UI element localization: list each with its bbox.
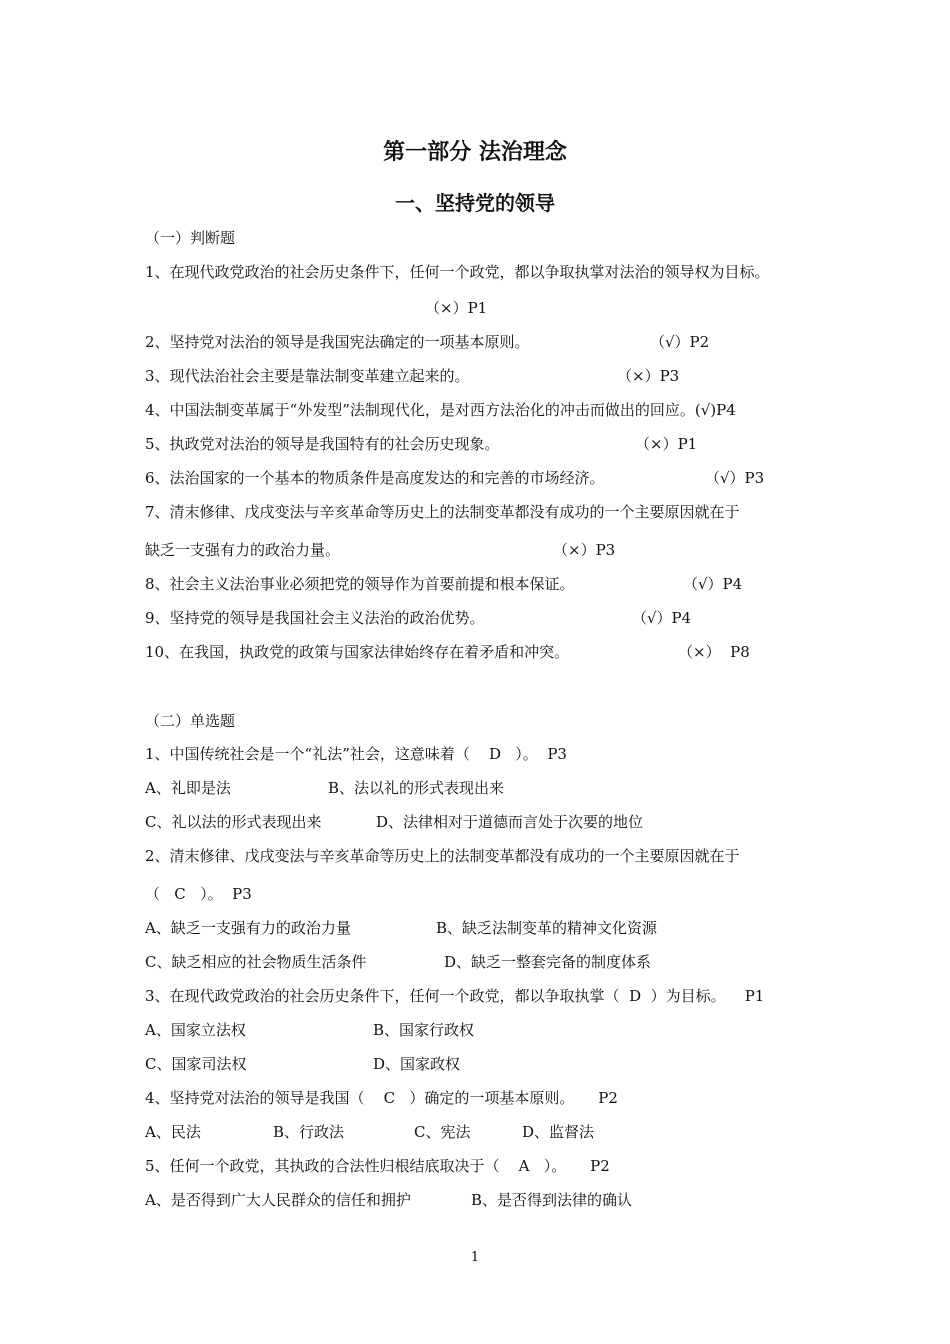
single-4-option-b: B、行政法 [273,1123,345,1141]
single-4-option-d: D、监督法 [522,1123,595,1141]
single-question-3: 3、在现代政党政治的社会历史条件下，任何一个政党，都以争取执掌（ D ）为目标。 P1 [145,987,765,1005]
single-1-option-b: B、法以礼的形式表现出来 [328,779,505,797]
single-question-5: 5、任何一个政党，其执政的合法性归根结底取决于（ A ）。 P2 [145,1157,610,1175]
single-4-option-a: A、民法 [145,1123,201,1141]
single-3-option-c: C、国家司法权 [145,1055,247,1073]
judge-question-10: 10、在我国，执政党的政策与国家法律始终存在着矛盾和冲突。 [145,643,570,661]
single-1-option-a: A、礼即是法 [145,779,231,797]
judge-answer-2: （√）P2 [650,333,710,351]
judge-answer-5: （×）P1 [635,435,698,453]
judge-answer-3: （×）P3 [617,367,680,385]
single-3-option-b: B、国家行政权 [373,1021,475,1039]
single-4-option-c: C、宪法 [414,1123,471,1141]
judge-question-5: 5、执政党对法治的领导是我国特有的社会历史现象。 [145,435,500,453]
judge-question-8: 8、社会主义法治事业必须把党的领导作为首要前提和根本保证。 [145,575,575,593]
single-1-option-c: C、礼以法的形式表现出来 [145,813,322,831]
judge-question-2: 2、坚持党对法治的领导是我国宪法确定的一项基本原则。 [145,333,530,351]
single-question-1: 1、中国传统社会是一个“礼法”社会，这意味着（ D ）。 P3 [145,745,567,763]
single-2-option-d: D、缺乏一整套完备的制度体系 [444,953,652,971]
single-5-option-b: B、是否得到法律的确认 [471,1191,633,1209]
page-title: 第一部分 法治理念 [383,140,567,165]
single-heading: （二）单选题 [145,712,236,730]
single-1-option-d: D、法律相对于道德而言处于次要的地位 [376,813,644,831]
judge-question-1: 1、在现代政党政治的社会历史条件下，任何一个政党，都以争取执掌对法治的领导权为目标。 [145,263,770,281]
judge-answer-9: （√）P4 [632,609,692,627]
judge-answer-8: （√）P4 [683,575,743,593]
judge-question-6: 6、法治国家的一个基本的物质条件是高度发达的和完善的市场经济。 [145,469,605,487]
single-3-option-a: A、国家立法权 [145,1021,246,1039]
single-2-option-b: B、缺乏法制变革的精神文化资源 [436,919,658,937]
judge-answer-6: （√）P3 [705,469,765,487]
judge-question-7: 7、清末修律、戊戌变法与辛亥革命等历史上的法制变革都没有成功的一个主要原因就在于 [145,503,740,521]
judge-answer-10: （×） P8 [678,643,750,661]
judge-question-4: 4、中国法制变革属于“外发型”法制现代化，是对西方法治化的冲击而做出的回应。(√)P4 [145,401,736,419]
single-5-option-a: A、是否得到广大人民群众的信任和拥护 [145,1191,411,1209]
section-title: 一、坚持党的领导 [395,191,555,215]
judge-answer-7: （×）P3 [553,541,616,559]
judge-answer-1: （×）P1 [425,299,488,317]
single-2-option-c: C、缺乏相应的社会物质生活条件 [145,953,367,971]
single-question-4: 4、坚持党对法治的领导是我国（ C ）确定的一项基本原则。 P2 [145,1089,618,1107]
single-question-2: 2、清末修律、戊戌变法与辛亥革命等历史上的法制变革都没有成功的一个主要原因就在于 [145,847,740,865]
page-number: 1 [470,1250,480,1265]
judge-question-3: 3、现代法治社会主要是靠法制变革建立起来的。 [145,367,470,385]
judge-question-9: 9、坚持党的领导是我国社会主义法治的政治优势。 [145,609,485,627]
single-3-option-d: D、国家政权 [373,1055,461,1073]
judge-heading: （一）判断题 [145,229,236,247]
judge-question-7-cont: 缺乏一支强有力的政治力量。 [145,541,341,559]
single-question-2-cont: （ C ）。 P3 [145,885,252,903]
single-2-option-a: A、缺乏一支强有力的政治力量 [145,919,351,937]
